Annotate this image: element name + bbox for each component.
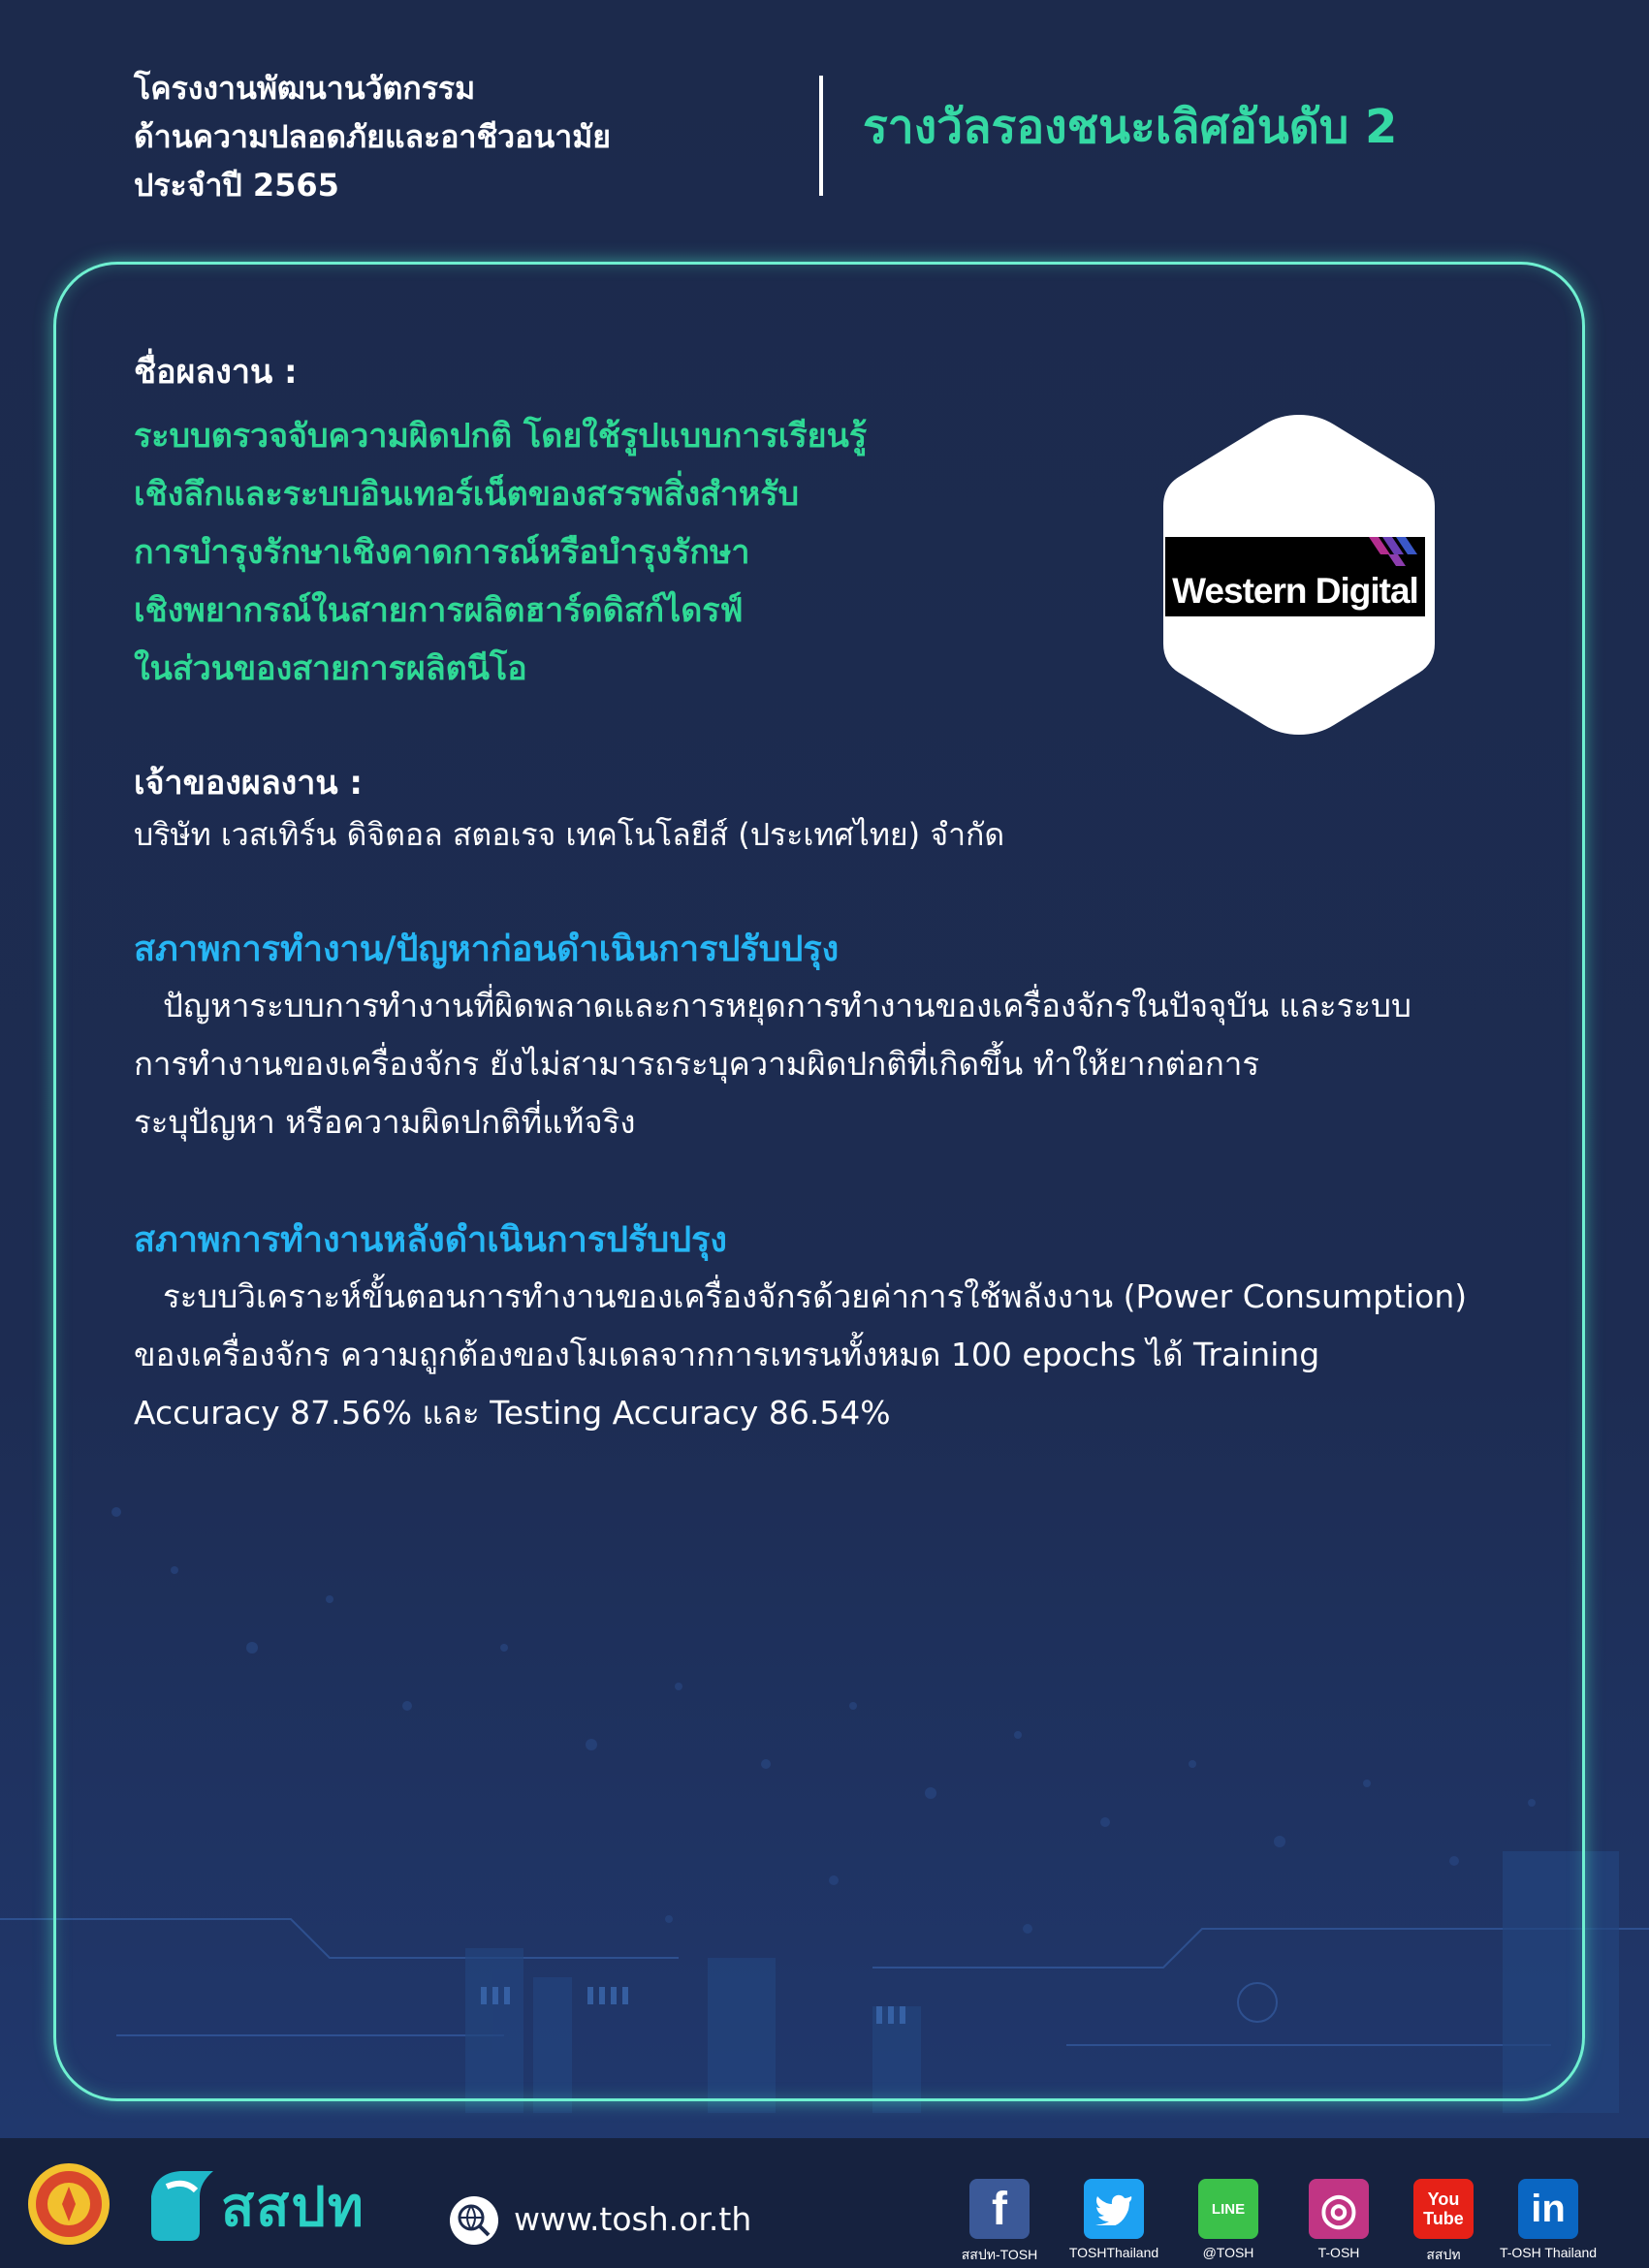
western-digital-mark-icon (1367, 535, 1423, 568)
work-title-line: เชิงพยากรณ์ในสายการผลิตฮาร์ดดิสก์ไดรฟ์ (134, 591, 744, 630)
social-instagram[interactable] (1285, 2179, 1392, 2260)
company-logo-text: Western Digital (1172, 571, 1418, 611)
after-line: ของเครื่องจักร ความถูกต้องของโมเดลจากการเทรนทั้งหมด 100 epochs ได้ Training (134, 1336, 1320, 1373)
line-icon: LINE (1198, 2179, 1258, 2239)
social-caption: สสปท-TOSH (961, 2247, 1038, 2262)
social-caption: T-OSH (1317, 2245, 1360, 2260)
ministry-of-labour-seal-icon (25, 2159, 112, 2254)
social-linkedin[interactable] (1495, 2179, 1601, 2260)
social-line[interactable] (1175, 2179, 1282, 2260)
social-twitter[interactable] (1061, 2179, 1167, 2260)
work-title-line: ระบบตรวจจับความผิดปกติ โดยใช้รูปแบบการเรียนรู้ (134, 417, 868, 456)
tosh-logo-text: สสปท (221, 2176, 365, 2239)
work-title-line: เชิงลึกและระบบอินเทอร์เน็ตของสรรพสิ่งสำหรับ (134, 475, 800, 514)
header-divider (819, 76, 823, 196)
social-caption: สสปท (1426, 2247, 1461, 2262)
work-title-line: การบำรุงรักษาเชิงคาดการณ์หรือบำรุงรักษา (134, 533, 750, 572)
owner-label: เจ้าของผลงาน : (134, 764, 364, 803)
project-title-line: ประจำปี 2565 (134, 167, 339, 204)
website-link[interactable]: www.tosh.or.th (514, 2200, 752, 2238)
project-title (134, 64, 735, 209)
owner-name: บริษัท เวสเทิร์น ดิจิตอล สตอเรจ เทคโนโลยีส์ (ประเทศไทย) จำกัด (134, 816, 1005, 853)
before-line: ระบุปัญหา หรือความผิดปกติที่แท้จริง (134, 1103, 636, 1141)
work-title-line: ในส่วนของสายการผลิตนีโอ (134, 649, 527, 688)
work-title (134, 407, 1103, 698)
before-heading: สภาพการทำงาน/ปัญหาก่อนดำเนินการปรับปรุง (134, 929, 840, 969)
after-paragraph (134, 1268, 1510, 1442)
social-caption: TOSHThailand (1068, 2245, 1159, 2260)
social-facebook[interactable] (946, 2179, 1053, 2266)
before-line: ปัญหาระบบการทำงานที่ผิดพลาดและการหยุดการทำงานของเครื่องจักรในปัจจุบัน และระบบ (163, 987, 1411, 1024)
globe-search-icon (448, 2194, 500, 2247)
after-line: ระบบวิเคราะห์ขั้นตอนการทำงานของเครื่องจักรด้วยค่าการใช้พลังงาน (Power Consumption) (163, 1277, 1468, 1315)
social-caption: @TOSH (1202, 2245, 1254, 2260)
twitter-icon (1084, 2179, 1144, 2239)
project-title-line: ด้านความปลอดภัยและอาชีวอนามัย (134, 118, 612, 155)
social-caption: T-OSH Thailand (1499, 2245, 1598, 2260)
youtube-icon: You Tube (1413, 2179, 1474, 2239)
facebook-icon: f (969, 2179, 1030, 2239)
instagram-icon: ◎ (1309, 2179, 1369, 2239)
work-title-label: ชื่อผลงาน : (134, 353, 298, 392)
social-youtube[interactable] (1390, 2179, 1497, 2266)
after-heading: สภาพการทำงานหลังดำเนินการปรับปรุง (134, 1220, 727, 1260)
project-title-line: โครงงานพัฒนานวัตกรรม (134, 70, 476, 107)
before-paragraph (134, 977, 1510, 1151)
after-line: Accuracy 87.56% และ Testing Accuracy 86.54% (134, 1394, 891, 1432)
linkedin-icon: in (1518, 2179, 1578, 2239)
before-line: การทำงานของเครื่องจักร ยังไม่สามารถระบุความผิดปกติที่เกิดขึ้น ทำให้ยากต่อการ (134, 1045, 1260, 1083)
award-title: รางวัลรองชนะเลิศอันดับ 2 (863, 100, 1398, 154)
